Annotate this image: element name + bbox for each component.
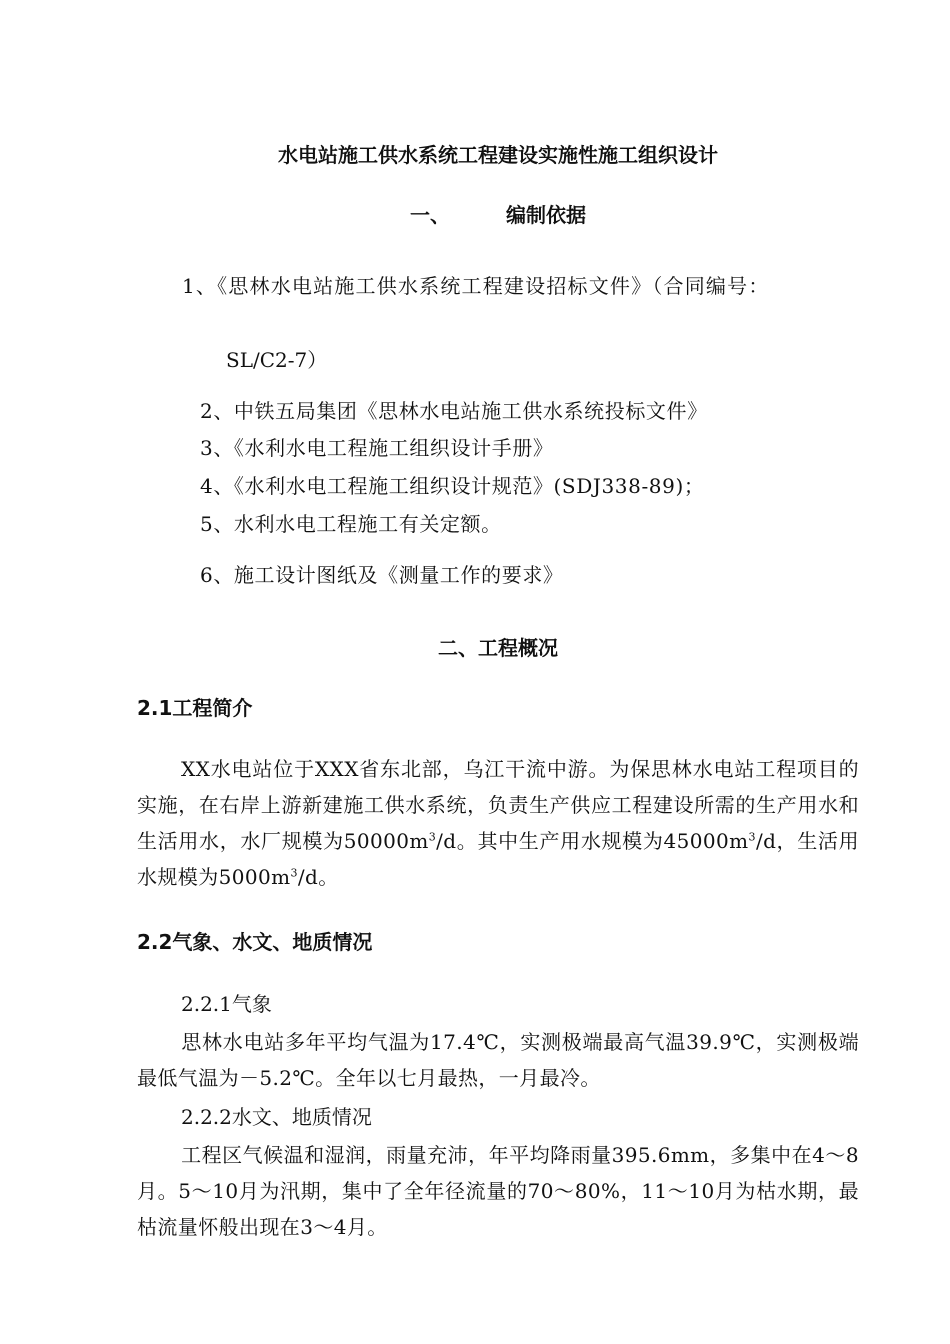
- section-2-2-2-paragraph: 工程区气候温和湿润，雨量充沛，年平均降雨量395.6mm，多集中在4～8月。5～10月为汛期，集中了全年径流量的70～80%，11～10月为枯水期，最枯流量怀般出现在3～4月。: [137, 1143, 859, 1239]
- superscript-3: 3: [290, 866, 298, 880]
- basis-item-5: 5、水利水电工程施工有关定额。: [200, 512, 502, 536]
- basis-item-3: 3、《水利水电工程施工组织设计手册》: [200, 436, 554, 460]
- section-2-2-heading: 2.2气象、水文、地质情况: [137, 930, 373, 954]
- document-title: 水电站施工供水系统工程建设实施性施工组织设计: [278, 143, 718, 167]
- section-1-number: 一、: [410, 203, 450, 227]
- basis-item-6: 6、施工设计图纸及《测量工作的要求》: [200, 563, 564, 587]
- section-2-heading: 二、工程概况: [438, 636, 558, 660]
- section-2-2-2-heading: 2.2.2水文、地质情况: [181, 1105, 372, 1129]
- basis-item-2: 2、中铁五局集团《思林水电站施工供水系统投标文件》: [200, 399, 708, 423]
- superscript-3: 3: [428, 830, 437, 844]
- basis-item-1-contract-number: SL/C2-7）: [226, 348, 328, 372]
- section-2-1-paragraph: XX水电站位于XXX省东北部，乌江干流中游。为保思林水电站工程项目的实施，在右岸上游新建施工供水系统，负责生产供应工程建设所需的生产用水和生活用水，水厂规模为$50000m^3/d$。其中生产用水规模为$45000m^3/d$，生活用水规模为$5000m^3/d$。: [137, 757, 859, 889]
- section-1-heading: [0, 203, 950, 227]
- superscript-3: 3: [748, 830, 756, 844]
- section-2-2-1-heading: 2.2.1气象: [181, 992, 272, 1016]
- basis-item-1: 1、《思林水电站施工供水系统工程建设招标文件》（合同编号：: [182, 274, 770, 298]
- section-1-title: 编制依据: [506, 203, 586, 227]
- basis-item-4: 4、《水利水电工程施工组织设计规范》(SDJ338-89)；: [200, 474, 705, 498]
- section-2-2-1-paragraph: 思林水电站多年平均气温为17.4℃，实测极端最高气温39.9℃，实测极端最低气温为－5.2℃。全年以七月最热，一月最冷。: [137, 1030, 859, 1090]
- section-2-1-heading: 2.1工程简介: [137, 696, 253, 720]
